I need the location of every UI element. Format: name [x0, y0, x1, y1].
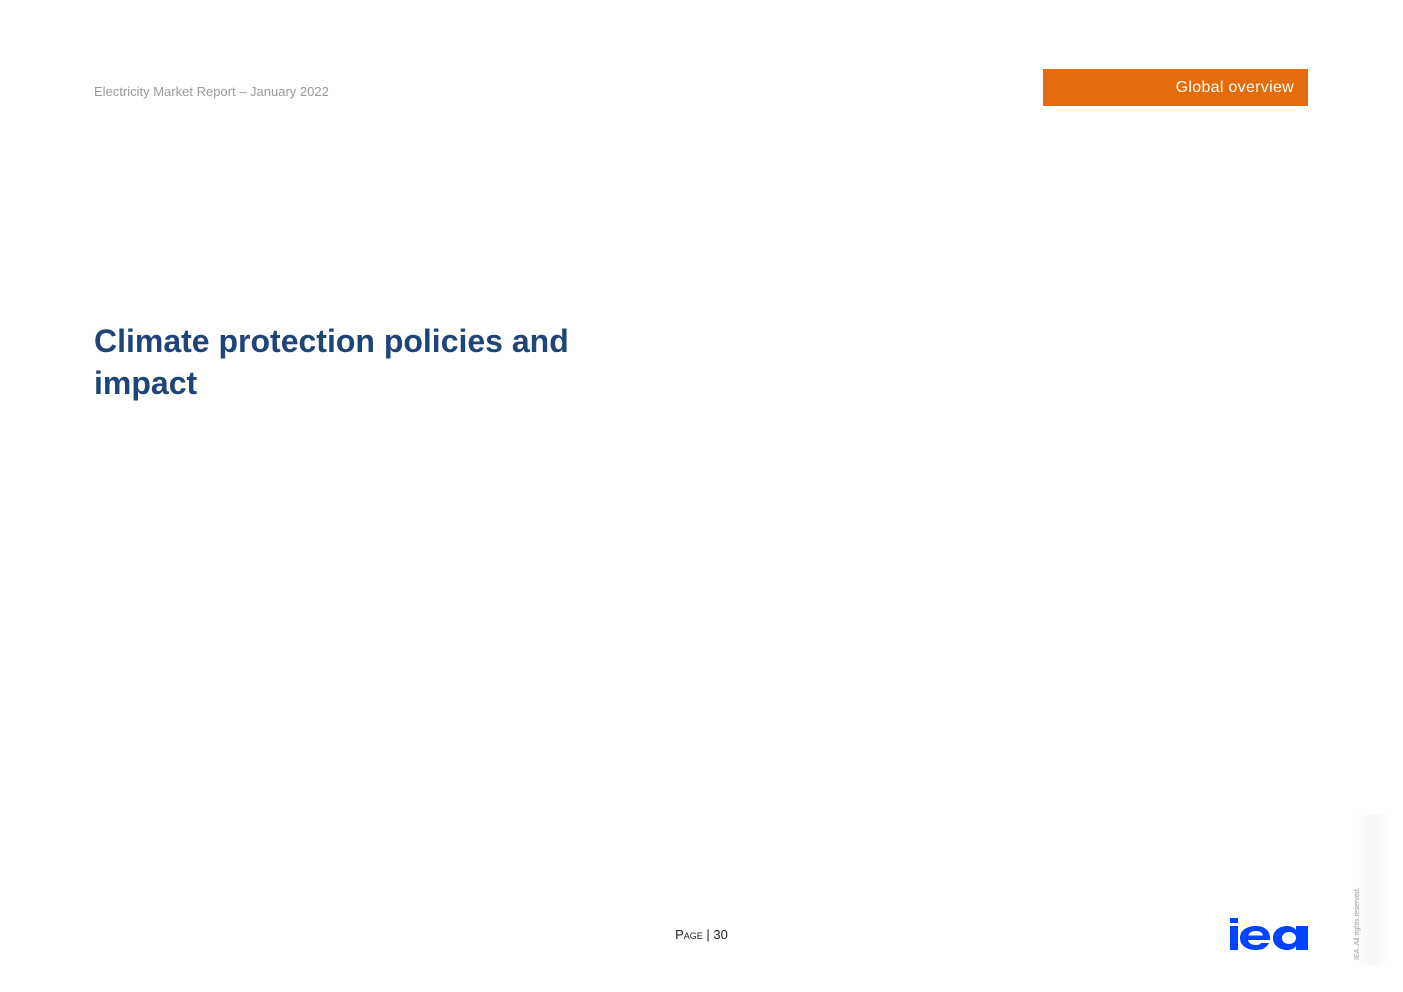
- rights-notice: IEA. All rights reserved.: [1354, 887, 1361, 960]
- iea-logo: [1229, 917, 1309, 951]
- page-word: Page: [675, 927, 703, 942]
- report-title: Electricity Market Report – January 2022: [94, 84, 329, 99]
- rights-strip: [1356, 815, 1390, 965]
- chapter-title: Climate protection policies and impact: [94, 323, 569, 401]
- page-number-value: 30: [713, 927, 728, 942]
- page-separator: |: [702, 927, 714, 942]
- section-tab: [1043, 69, 1308, 106]
- section-label: Global overview: [1175, 78, 1294, 96]
- page-number: [0, 927, 1403, 942]
